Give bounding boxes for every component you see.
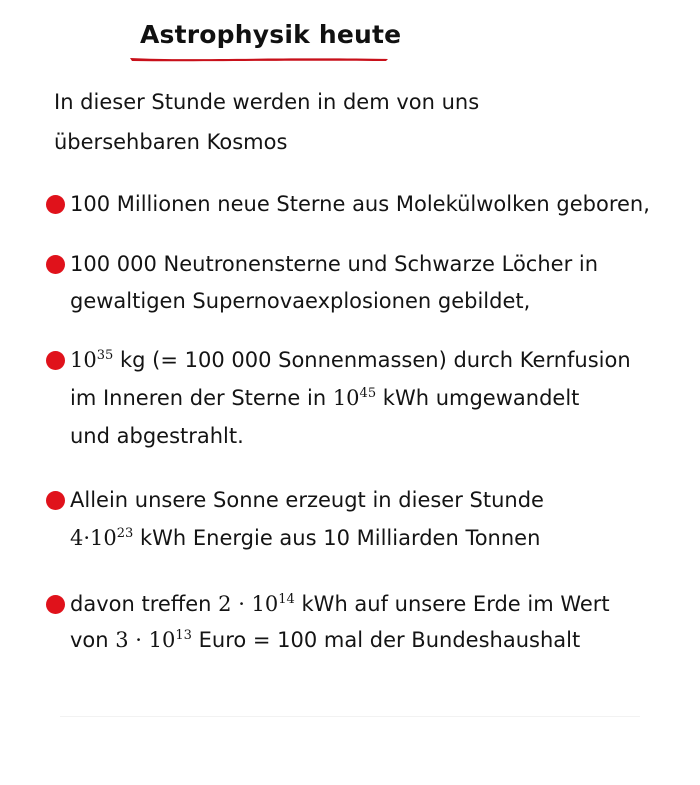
power-base: 2 · 10 <box>218 592 279 616</box>
power-exponent: 23 <box>116 525 134 541</box>
item-2-line-1: 100 000 Neutronensterne und Schwarze Löcher in <box>70 252 599 276</box>
title-underline <box>128 55 390 63</box>
bullet-icon <box>46 595 65 614</box>
item-5-line-2-pre: von <box>70 628 116 652</box>
item-4-line-2 <box>70 526 540 550</box>
scan-artifact-line <box>60 716 640 717</box>
item-2-line-2: gewaltigen Supernovaexplosionen gebildet, <box>70 289 531 313</box>
bullet-icon <box>46 351 65 370</box>
page-title: Astrophysik heute <box>140 20 402 49</box>
item-3-line-3: und abgestrahlt. <box>70 424 244 448</box>
bullet-icon <box>46 255 65 274</box>
power-exponent: 45 <box>359 385 377 401</box>
item-3-line-2-pre: im Inneren der Sterne in <box>70 386 333 410</box>
item-4-line-1: Allein unsere Sonne erzeugt in dieser Stunde <box>70 488 544 512</box>
bullet-icon <box>46 491 65 510</box>
item-5-line-1 <box>70 592 610 616</box>
power-base: 4·10 <box>70 526 117 550</box>
intro-line-2: übersehbaren Kosmos <box>54 130 288 154</box>
item-5-line-1-post: kWh auf unsere Erde im Wert <box>294 592 610 616</box>
intro-line-1: In dieser Stunde werden in dem von uns <box>54 90 480 114</box>
power-base: 10 <box>332 386 360 410</box>
power-exponent: 35 <box>96 347 114 363</box>
item-5-line-2-post: Euro = 100 mal der Bundeshaushalt <box>191 628 581 652</box>
power-exponent: 13 <box>175 627 192 643</box>
item-1-line-1: 100 Millionen neue Sterne aus Molekülwolken geboren, <box>70 192 650 216</box>
item-4-line-2-post: kWh Energie aus 10 Milliarden Tonnen <box>133 526 541 550</box>
item-3-line-2-post: kWh umgewandelt <box>376 386 580 410</box>
item-3-line-1 <box>70 348 631 372</box>
item-3-line-1-text: kg (= 100 000 Sonnenmassen) durch Kernfusion <box>113 348 631 372</box>
item-3-line-2 <box>70 386 579 410</box>
power-exponent: 14 <box>278 591 295 607</box>
item-5-line-1-pre: davon treffen <box>70 592 219 616</box>
bullet-icon <box>46 195 65 214</box>
power-base: 3 · 10 <box>115 628 176 652</box>
item-5-line-2 <box>70 628 580 652</box>
power-base: 10 <box>70 348 97 372</box>
